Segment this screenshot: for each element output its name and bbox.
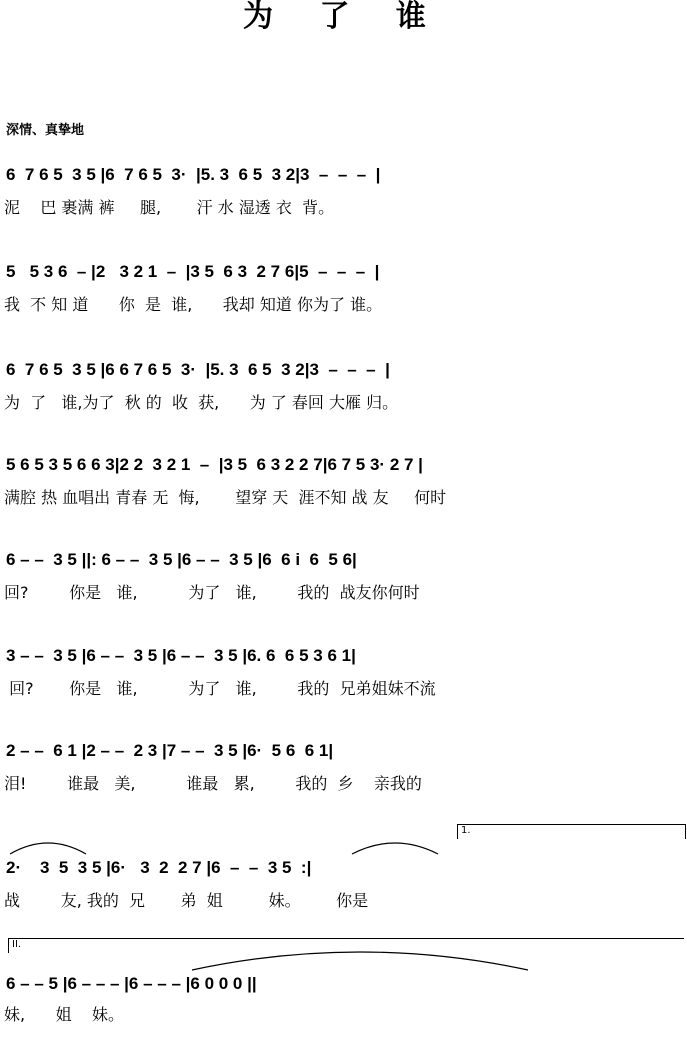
score-system-5	[0, 550, 687, 630]
score-system-3	[0, 360, 687, 440]
score-system-4	[0, 455, 687, 535]
score-system-2	[0, 262, 687, 342]
lyrics-line: 为 了 谁,为了 秋 的 收 获, 为 了 春回 大雁 归。	[4, 393, 399, 412]
first-ending-label: 1.	[461, 825, 471, 836]
lyrics-line: 妹, 姐 妹。	[4, 1005, 124, 1024]
lyrics-line: 泥 巴 裹满 裤 腿, 汗 水 湿透 衣 背。	[4, 198, 335, 217]
lyrics-line: 战 友, 我的 兄 弟 姐 妹。 你是	[4, 891, 369, 910]
notes-line: 6 – – 5 |6 – – – |6 – – – |6 0 0 0 ||	[6, 974, 257, 993]
lyrics-line: 我 不 知 道 你 是 谁, 我却 知道 你为了 谁。	[4, 295, 383, 314]
score-system-1	[0, 165, 687, 245]
tempo-marking: 深情、真挚地	[6, 123, 85, 138]
score-system-9	[0, 974, 687, 1054]
score-system-7	[0, 741, 687, 821]
notes-line: 5 5 3 6 – |2 3 2 1 – |3 5 6 3 2 7 6|5 – – – |	[6, 262, 380, 281]
lyrics-line: 回? 你是 谁, 为了 谁, 我的 战友你何时	[4, 583, 420, 602]
notes-line: 6 7 6 5 3 5 |6 6 7 6 5 3· |5. 3 6 5 3 2|3 – – – |	[6, 360, 390, 379]
score-system-6	[0, 646, 687, 726]
notes-line: 2· 3 5 3 5 |6· 3 2 2 7 |6 – – 3 5 :|	[6, 858, 312, 877]
notes-line: 5 6 5 3 5 6 6 3|2 2 3 2 1 – |3 5 6 3 2 2 7|6 7 5 3· 2 7 |	[6, 455, 423, 474]
score-system-8	[0, 858, 687, 938]
slur-mark	[190, 948, 530, 972]
slur-mark	[8, 836, 88, 856]
notes-line: 2 – – 6 1 |2 – – 2 3 |7 – – 3 5 |6· 5 6 6 1|	[6, 741, 334, 760]
second-ending-label: II.	[12, 939, 22, 950]
notes-line: 6 – – 3 5 ||: 6 – – 3 5 |6 – – 3 5 |6 6 i 6 5 6|	[6, 550, 357, 569]
lyrics-line: 满腔 热 血唱出 青春 无 悔, 望穿 天 涯不知 战 友 何时	[4, 488, 447, 507]
first-ending-bracket	[457, 824, 686, 839]
lyrics-line: 回? 你是 谁, 为了 谁, 我的 兄弟姐妹不流	[4, 679, 436, 698]
lyrics-line: 泪! 谁最 美, 谁最 累, 我的 乡 亲我的	[4, 774, 422, 793]
slur-mark	[350, 836, 440, 856]
notes-line: 3 – – 3 5 |6 – – 3 5 |6 – – 3 5 |6. 6 6 5 3 6 1|	[6, 646, 356, 665]
notes-line: 6 7 6 5 3 5 |6 7 6 5 3· |5. 3 6 5 3 2|3 – – – |	[6, 165, 381, 184]
song-title: 为 了 谁	[243, 0, 444, 34]
